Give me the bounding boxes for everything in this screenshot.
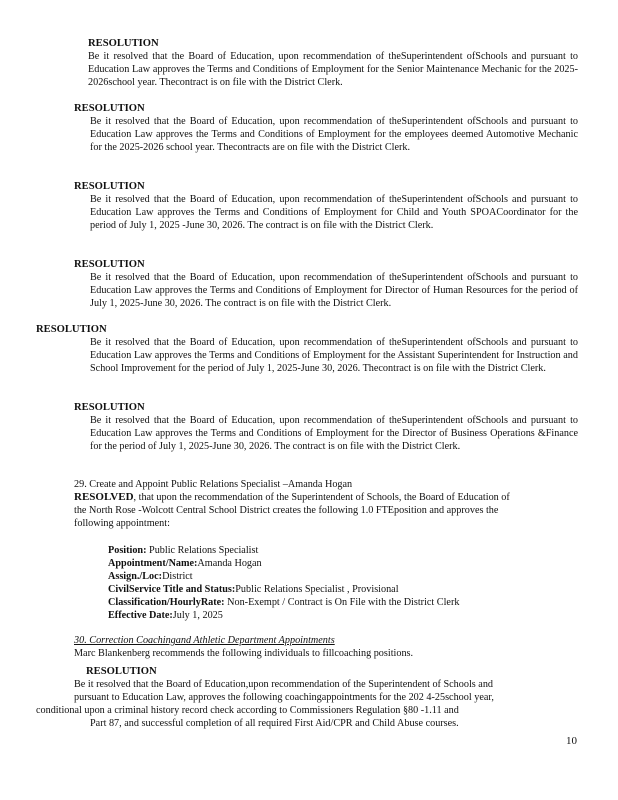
coaching-resolution-line-3: conditional upon a criminal history record check according to Commissioners Regulation §80 -1.11 and <box>36 705 459 716</box>
resolution-body: Be it resolved that the Board of Education, upon recommendation of theSuperintendent ofSchools and pursuant to Education Law approves the Terms and Conditions of Employment for Child and Youth SPOACoordinator for the period of July 1, 2025 -June 30, 2026. The contract is on file with the District Clerk. <box>90 194 578 231</box>
resolution-senior-maintenance-mechanic <box>88 37 578 89</box>
appointment-details <box>108 544 459 622</box>
resolution-body: Be it resolved that the Board of Education, upon recommendation of theSuperintendent ofSchools and pursuant to Education Law approves the Terms and Conditions of Employment for the Assistant Superintendent for Instruction and School Improvement for the period of July 1, 2025-June 30, 2026. Thecontract is on file with the District Clerk. <box>90 337 578 374</box>
resolution-body: Be it resolved that the Board of Education, upon recommendation of theSuperintendent ofSchools and pursuant to Education Law approves the Terms and Conditions of Employment for the employees deemed Automotive Mechanic for the 2025-2026 school year. Thecontracts are on file with the District Clerk. <box>90 116 578 153</box>
coaching-resolution <box>36 665 578 730</box>
appointment-value: Amanda Hogan <box>197 558 262 569</box>
appointment-value: Non-Exempt / Contract is On File with the District Clerk <box>224 597 460 608</box>
appointment-civil-service-title <box>108 583 459 596</box>
coaching-resolution-line-4: Part 87, and successful completion of all required First Aid/CPR and Child Abuse courses. <box>90 718 459 729</box>
resolution-heading: RESOLUTION <box>74 103 145 114</box>
coaching-resolution-line-2: pursuant to Education Law, approves the following coachingappointments for the 202 4-25school year, <box>74 692 494 703</box>
appointment-location <box>108 570 459 583</box>
resolution-automotive-mechanic <box>74 102 578 154</box>
item-30-coaching-appointments <box>74 634 578 660</box>
resolution-heading: RESOLUTION <box>36 324 107 335</box>
appointment-label: Position: <box>108 545 147 556</box>
item-29-resolved-line-2: the North Rose -Wolcott Central School District creates the following 1.0 FTEposition and approves the <box>74 505 499 516</box>
appointment-name <box>108 557 459 570</box>
item-29-title: 29. Create and Appoint Public Relations Specialist –Amanda Hogan <box>74 479 353 490</box>
appointment-label: CivilService Title and Status: <box>108 584 236 595</box>
item-29-resolved-line-1 <box>74 491 578 504</box>
appointment-value: Public Relations Specialist , Provisional <box>235 584 399 595</box>
resolution-assistant-superintendent <box>36 323 578 375</box>
resolution-heading: RESOLUTION <box>86 666 157 677</box>
resolution-heading: RESOLUTION <box>74 402 145 413</box>
resolution-director-human-resources <box>74 258 578 310</box>
resolution-body: Be it resolved that the Board of Education, upon recommendation of theSuperintendent ofSchools and pursuant to Education Law approves the Terms and Conditions of Employment for Director of Human Resources for the period of July 1, 2025-June 30, 2026. The contract is on file with the District Clerk. <box>90 272 578 309</box>
item-29-public-relations-specialist <box>74 478 578 530</box>
appointment-value: July 1, 2025 <box>172 610 223 621</box>
appointment-position <box>108 544 459 557</box>
appointment-label: Assign./Loc: <box>108 571 163 582</box>
resolution-director-business-operations <box>74 401 578 453</box>
appointment-label: Effective Date: <box>108 610 173 621</box>
item-30-title: 30. Correction Coachingand Athletic Department Appointments <box>74 635 335 646</box>
item-29-resolved-line-3: following appointment: <box>74 518 170 529</box>
resolution-heading: RESOLUTION <box>74 181 145 192</box>
resolution-body: Be it resolved that the Board of Education, upon recommendation of theSuperintendent ofSchools and pursuant to Education Law approves the Terms and Conditions of Employment for the Director of Business Operations &Finance for the period of July 1, 2025-June 30, 2026. The contract is on file with the District Clerk. <box>90 415 578 452</box>
page-number: 10 <box>566 735 577 747</box>
appointment-effective-date <box>108 609 459 622</box>
appointment-classification <box>108 596 459 609</box>
appointment-value: District <box>162 571 193 582</box>
resolved-word: RESOLVED <box>74 491 134 503</box>
appointment-label: Classification/HourlyRate: <box>108 597 225 608</box>
coaching-resolution-line-1: Be it resolved that the Board of Education,upon recommendation of the Superintendent of Schools and <box>74 679 494 690</box>
appointment-value: Public Relations Specialist <box>146 545 259 556</box>
resolved-text-1: , that upon the recommendation of the Superintendent of Schools, the Board of Education of <box>133 492 510 503</box>
resolution-heading: RESOLUTION <box>88 38 159 49</box>
resolution-body: Be it resolved that the Board of Education, upon recommendation of theSuperintendent ofSchools and pursuant to Education Law approves the Terms and Conditions of Employment for the Senior Maintenance Mechanic for the 2025-2026school year. Thecontract is on file with the District Clerk. <box>88 51 578 88</box>
resolution-heading: RESOLUTION <box>74 259 145 270</box>
item-30-intro: Marc Blankenberg recommends the following individuals to fillcoaching positions. <box>74 648 414 659</box>
resolution-spoa-coordinator <box>74 180 578 232</box>
appointment-label: Appointment/Name: <box>108 558 198 569</box>
